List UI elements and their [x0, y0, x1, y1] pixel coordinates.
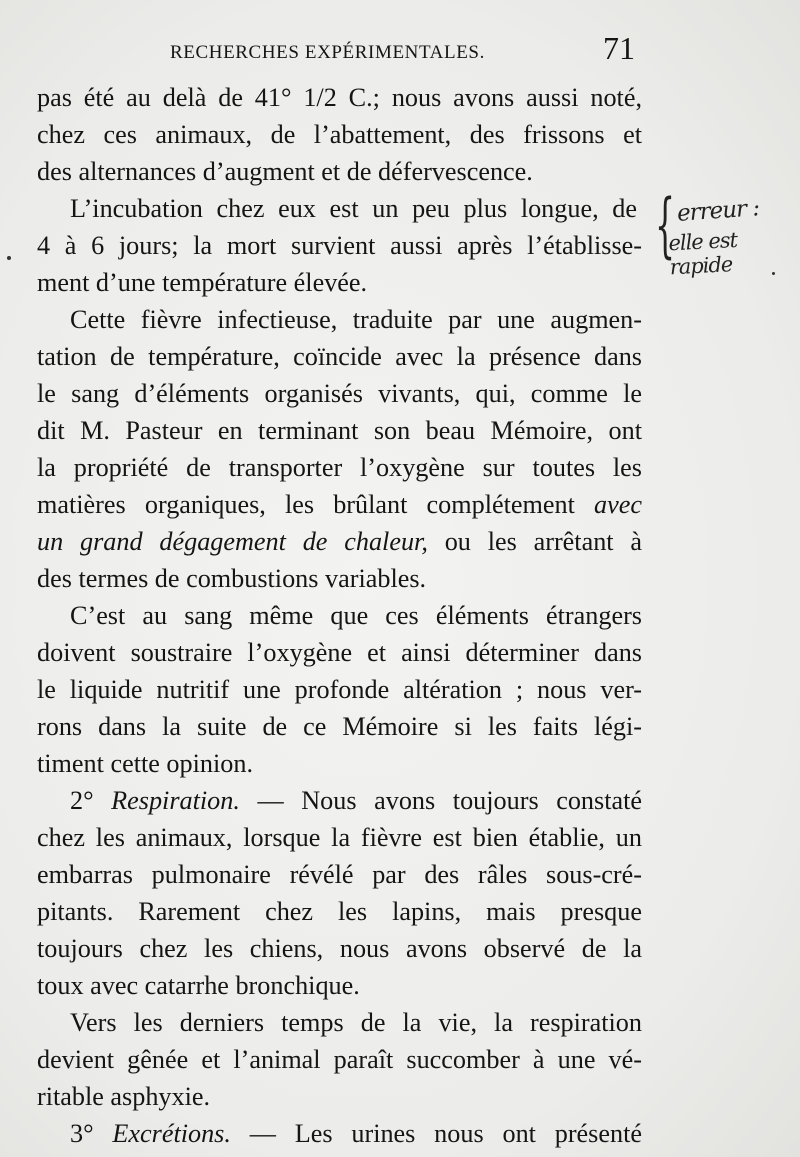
text-line: des alternances d’augment et de défervescence. [37, 157, 533, 186]
annotation-line-1: erreur : [676, 195, 760, 227]
brace-mark: { [655, 184, 676, 266]
text-line: Vers les derniers temps de la vie, la respiration [70, 1008, 642, 1037]
text-line: pas été au delà de 41° 1/2 C.; nous avons aussi noté, [37, 83, 642, 112]
text-line: le sang d’éléments organisés vivants, qui, comme le [37, 379, 642, 408]
text-line: toux avec catarrhe bronchique. [37, 971, 360, 1000]
text-line: L’incubation chez eux est un peu plus longue, de [70, 194, 637, 223]
text-line: toujours chez les chiens, nous avons observé de la [37, 934, 642, 963]
text-line: un grand dégagement de chaleur, ou les arrêtant à [37, 527, 642, 556]
text-line: ritable asphyxie. [37, 1082, 211, 1111]
text-line: des termes de combustions variables. [37, 564, 427, 593]
page-number: 71 [603, 30, 635, 66]
text-line: pitants. Rarement chez les lapins, mais presque [37, 897, 642, 926]
ink-speck [772, 272, 775, 275]
text-line: le liquide nutritif une profonde altération ; nous ver- [37, 675, 642, 704]
text-line: chez ces animaux, de l’abattement, des frissons et [37, 120, 642, 149]
text-line: rons dans la suite de ce Mémoire si les faits légi- [37, 712, 642, 741]
running-head: RECHERCHES EXPÉRIMENTALES. [170, 42, 485, 63]
text-line: 4 à 6 jours; la mort survient aussi après l’établisse- [37, 231, 642, 260]
text-line: timent cette opinion. [37, 749, 253, 778]
text-line: doivent soustraire l’oxygène et ainsi déterminer dans [37, 638, 642, 667]
ink-speck [7, 256, 11, 260]
text-line: dit M. Pasteur en terminant son beau Mémoire, ont [37, 416, 642, 445]
text-line: ment d’une température élevée. [37, 268, 368, 297]
section-heading-line: 3° Excrétions. — Les urines nous ont présenté [70, 1119, 642, 1148]
annotation-line-2: elle est rapide [667, 227, 738, 280]
section-heading-line: 2° Respiration. — Nous avons toujours constaté [70, 786, 643, 815]
text-line: Cette fièvre infectieuse, traduite par une augmen- [70, 305, 642, 334]
text-line: la propriété de transporter l’oxygène sur toutes les [37, 453, 642, 482]
handwritten-annotation [655, 184, 800, 280]
text-line: chez les animaux, lorsque la fièvre est bien établie, un [37, 823, 642, 852]
text-line: tation de température, coïncide avec la présence dans [37, 342, 642, 371]
text-line: C’est au sang même que ces éléments étrangers [70, 601, 642, 630]
text-line: devient gênée et l’animal paraît succomber à une vé- [37, 1045, 642, 1074]
text-line: embarras pulmonaire révélé par des râles sous-cré- [37, 860, 642, 889]
text-line: matières organiques, les brûlant complétement avec [37, 490, 642, 519]
